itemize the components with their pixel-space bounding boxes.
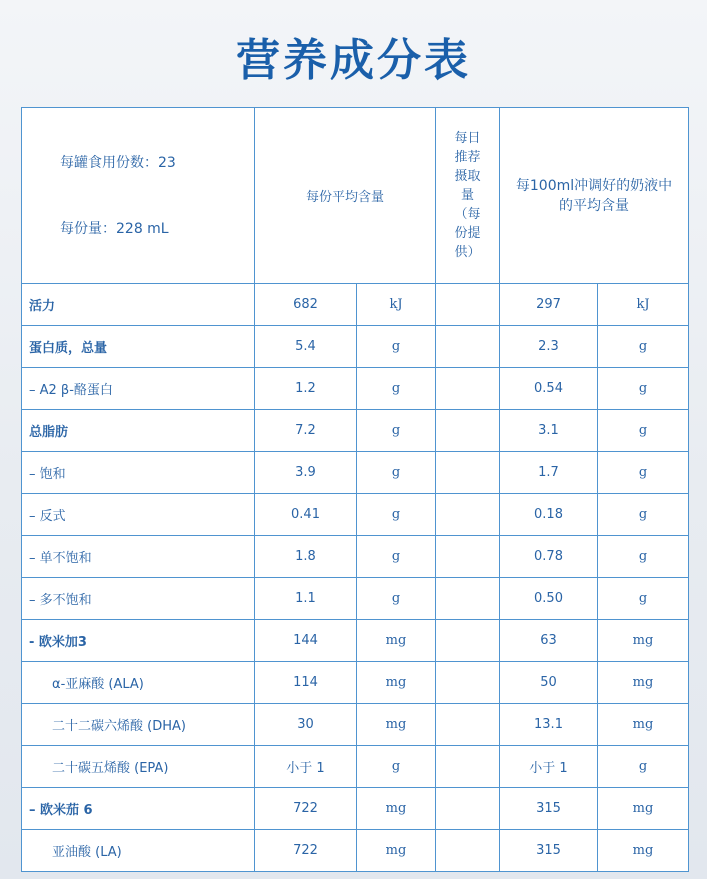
nutrient-name: – 欧米茄 6 bbox=[22, 788, 255, 830]
daily-intake-value bbox=[436, 830, 500, 872]
per-100ml-unit: g bbox=[598, 578, 689, 620]
per-100ml-header: 每100ml冲调好的奶液中的平均含量 bbox=[500, 108, 689, 284]
nutrient-name: – A2 β-酪蛋白 bbox=[22, 368, 255, 410]
per-serving-unit: g bbox=[357, 410, 436, 452]
nutrient-name: – 反式 bbox=[22, 494, 255, 536]
per-100ml-unit: mg bbox=[598, 662, 689, 704]
daily-intake-value bbox=[436, 788, 500, 830]
nutrient-name: 蛋白质，总量 bbox=[22, 326, 255, 368]
per-serving-unit: mg bbox=[357, 662, 436, 704]
daily-intake-value bbox=[436, 620, 500, 662]
per-100ml-value: 0.54 bbox=[500, 368, 598, 410]
table-row bbox=[22, 452, 689, 494]
page-title: 营养成分表 bbox=[236, 35, 471, 86]
per-100ml-unit: g bbox=[598, 746, 689, 788]
per-serving-value: 682 bbox=[255, 284, 357, 326]
per-100ml-value: 315 bbox=[500, 788, 598, 830]
per-100ml-value: 315 bbox=[500, 830, 598, 872]
table-row bbox=[22, 410, 689, 452]
per-100ml-value: 13.1 bbox=[500, 704, 598, 746]
per-serving-unit: g bbox=[357, 536, 436, 578]
per-100ml-value: 63 bbox=[500, 620, 598, 662]
table-row bbox=[22, 662, 689, 704]
per-serving-header: 每份平均含量 bbox=[255, 108, 436, 284]
per-serving-value: 1.8 bbox=[255, 536, 357, 578]
per-serving-value: 30 bbox=[255, 704, 357, 746]
per-100ml-value: 2.3 bbox=[500, 326, 598, 368]
per-serving-value: 722 bbox=[255, 788, 357, 830]
per-serving-unit: mg bbox=[357, 788, 436, 830]
per-100ml-value: 50 bbox=[500, 662, 598, 704]
per-serving-value: 722 bbox=[255, 830, 357, 872]
nutrient-name: – 饱和 bbox=[22, 452, 255, 494]
daily-intake-value bbox=[436, 494, 500, 536]
per-serving-value: 0.41 bbox=[255, 494, 357, 536]
per-serving-value: 7.2 bbox=[255, 410, 357, 452]
per-100ml-unit: mg bbox=[598, 620, 689, 662]
per-serving-value: 1.2 bbox=[255, 368, 357, 410]
daily-intake-header: 每日 推荐 摄取 量 （每 份提 供） bbox=[436, 108, 500, 284]
per-100ml-value: 0.50 bbox=[500, 578, 598, 620]
per-100ml-value: 1.7 bbox=[500, 452, 598, 494]
nutrient-name: - 欧米加3 bbox=[22, 620, 255, 662]
per-serving-value: 小于 1 bbox=[255, 746, 357, 788]
per-serving-unit: g bbox=[357, 368, 436, 410]
per-100ml-value: 0.18 bbox=[500, 494, 598, 536]
table-row bbox=[22, 536, 689, 578]
per-serving-value: 114 bbox=[255, 662, 357, 704]
per-100ml-unit: g bbox=[598, 536, 689, 578]
per-serving-value: 3.9 bbox=[255, 452, 357, 494]
table-row bbox=[22, 788, 689, 830]
per-serving-unit: g bbox=[357, 746, 436, 788]
per-serving-value: 5.4 bbox=[255, 326, 357, 368]
table-row bbox=[22, 284, 689, 326]
per-serving-unit: g bbox=[357, 494, 436, 536]
daily-intake-value bbox=[436, 746, 500, 788]
servings-per-can: 每罐食用份数：23 bbox=[60, 154, 176, 171]
nutrient-name: α-亚麻酸 (ALA) bbox=[22, 662, 255, 704]
per-serving-value: 1.1 bbox=[255, 578, 357, 620]
daily-intake-value bbox=[436, 536, 500, 578]
per-serving-unit: mg bbox=[357, 620, 436, 662]
nutrient-name: 总脂肪 bbox=[22, 410, 255, 452]
daily-intake-value bbox=[436, 410, 500, 452]
per-serving-value: 144 bbox=[255, 620, 357, 662]
daily-intake-value bbox=[436, 368, 500, 410]
per-100ml-unit: g bbox=[598, 494, 689, 536]
nutrient-name: 活力 bbox=[22, 284, 255, 326]
per-serving-unit: g bbox=[357, 326, 436, 368]
per-serving-unit: mg bbox=[357, 830, 436, 872]
table-row bbox=[22, 704, 689, 746]
table-row bbox=[22, 578, 689, 620]
per-100ml-value: 0.78 bbox=[500, 536, 598, 578]
nutrition-table bbox=[21, 107, 689, 872]
daily-intake-value bbox=[436, 452, 500, 494]
daily-intake-value bbox=[436, 704, 500, 746]
per-serving-unit: mg bbox=[357, 704, 436, 746]
table-row bbox=[22, 746, 689, 788]
per-100ml-unit: g bbox=[598, 368, 689, 410]
table-row bbox=[22, 620, 689, 662]
per-100ml-unit: g bbox=[598, 410, 689, 452]
table-row bbox=[22, 494, 689, 536]
daily-intake-value bbox=[436, 662, 500, 704]
nutrient-name: 二十二碳六烯酸 (DHA) bbox=[22, 704, 255, 746]
per-100ml-unit: mg bbox=[598, 788, 689, 830]
per-100ml-value: 297 bbox=[500, 284, 598, 326]
per-100ml-unit: mg bbox=[598, 704, 689, 746]
servings-cell bbox=[22, 108, 255, 284]
table-header-row bbox=[22, 108, 689, 284]
nutrient-name: 亚油酸 (LA) bbox=[22, 830, 255, 872]
per-serving-unit: g bbox=[357, 578, 436, 620]
table-row bbox=[22, 368, 689, 410]
table-row bbox=[22, 326, 689, 368]
per-100ml-value: 3.1 bbox=[500, 410, 598, 452]
per-serving-unit: kJ bbox=[357, 284, 436, 326]
nutrient-name: – 单不饱和 bbox=[22, 536, 255, 578]
per-100ml-unit: mg bbox=[598, 830, 689, 872]
daily-intake-value bbox=[436, 326, 500, 368]
per-100ml-unit: g bbox=[598, 326, 689, 368]
per-100ml-unit: kJ bbox=[598, 284, 689, 326]
daily-intake-value bbox=[436, 578, 500, 620]
nutrient-name: – 多不饱和 bbox=[22, 578, 255, 620]
table-row bbox=[22, 830, 689, 872]
per-serving-unit: g bbox=[357, 452, 436, 494]
daily-intake-value bbox=[436, 284, 500, 326]
nutrient-name: 二十碳五烯酸 (EPA) bbox=[22, 746, 255, 788]
per-100ml-value: 小于 1 bbox=[500, 746, 598, 788]
serving-size: 每份量：228 mL bbox=[60, 220, 169, 237]
per-100ml-unit: g bbox=[598, 452, 689, 494]
